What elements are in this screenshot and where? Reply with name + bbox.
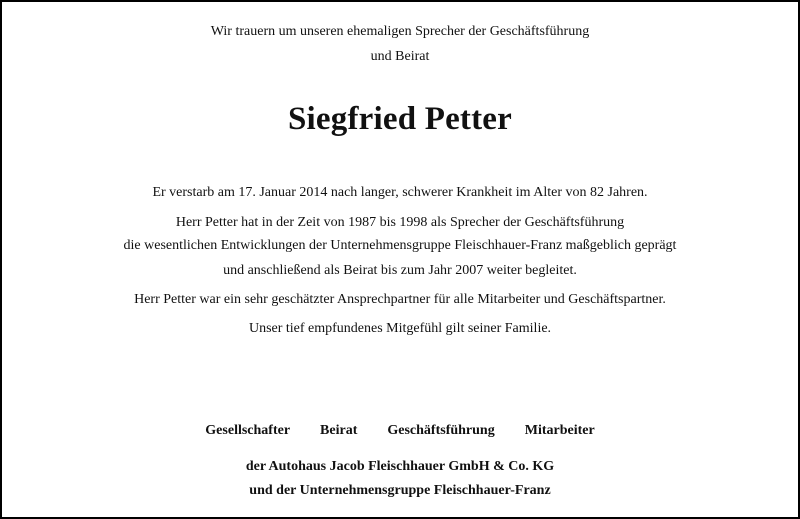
intro-line-1: Wir trauern um unseren ehemaligen Sprecher der Geschäftsführung	[210, 24, 590, 39]
intro-line-2: und Beirat	[370, 49, 430, 64]
career-text-3: und anschließend als Beirat bis zum Jahr 2007 weiter begleitet.	[223, 263, 577, 278]
appreciation-text: Herr Petter war ein sehr geschätzter Ansprechpartner für alle Mitarbeiter und Geschäftspartner.	[134, 292, 666, 307]
death-notice-text: Er verstarb am 17. Januar 2014 nach langer, schwerer Krankheit im Alter von 82 Jahren.	[152, 185, 648, 200]
signers-row	[2, 423, 798, 439]
company-line-2: und der Unternehmensgruppe Fleischhauer-Franz	[249, 483, 551, 498]
career-text-2: die wesentlichen Entwicklungen der Unternehmensgruppe Fleischhauer-Franz maßgeblich geprägt	[123, 238, 677, 253]
signer-gesellschafter: Gesellschafter	[205, 423, 291, 438]
signer-mitarbeiter: Mitarbeiter	[524, 423, 595, 438]
company-line-1: der Autohaus Jacob Fleischhauer GmbH & Co. KG	[245, 459, 555, 474]
deceased-name: Siegfried Petter	[287, 101, 512, 137]
condolence-text: Unser tief empfundenes Mitgefühl gilt seiner Familie.	[248, 321, 552, 336]
signer-beirat: Beirat	[320, 423, 358, 438]
signer-geschaeftsfuehrung: Geschäftsführung	[387, 423, 495, 438]
career-text-1: Herr Petter hat in der Zeit von 1987 bis 1998 als Sprecher der Geschäftsführung	[175, 215, 625, 230]
